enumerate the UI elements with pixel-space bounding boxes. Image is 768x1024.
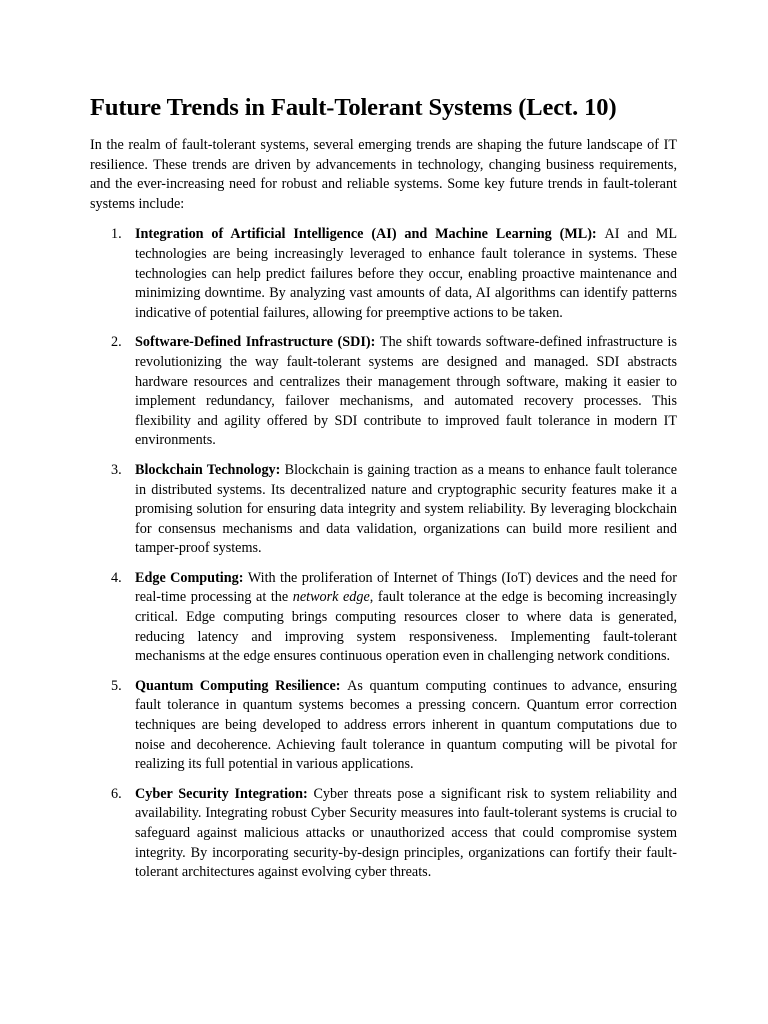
list-number: 5. [111,677,122,694]
list-number: 1. [111,226,122,243]
item-text: AI and ML technologies are being increasingly leveraged to enhance fault tolerance in systems. These technologies can help predict failures before they occur, enabling proactive maintenance and minimizing downtime. By analyzing vast amounts of data, AI algorithms can identify patterns indicative of potential failures, allowing for preemptive actions to be taken. [135,226,677,321]
intro-paragraph: In the realm of fault-tolerant systems, several emerging trends are shaping the future landscape of IT resilience. These trends are driven by advancements in technology, changing business requirements, and the ever-increasing need for robust and reliable systems. Some key future trends in fault-tolerant systems include: [90,137,677,212]
item-heading: Cyber Security Integration: [135,785,314,802]
list-number: 2. [111,334,122,351]
list-item-edge-computing [90,569,677,667]
list-item-blockchain [90,461,677,559]
trends-list [90,225,677,882]
item-emphasis: network edge [292,589,370,606]
list-item-sdi [90,333,677,451]
list-item-quantum [90,677,677,775]
item-heading: Quantum Computing Resilience: [135,677,348,694]
item-text: Blockchain is gaining traction as a means to enhance fault tolerance in distributed systems. Its decentralized nature and cryptographic security features make it a promising solution for ensuring data integrity and system reliability. By leveraging blockchain for consensus mechanisms and data validation, organizations can build more resilient and tamper-proof systems. [135,461,678,557]
list-number: 4. [111,569,122,586]
item-heading: Blockchain Technology: [135,461,285,478]
item-text: The shift towards software-defined infrastructure is revolutionizing the way fault-tolerant systems are designed and managed. SDI abstracts hardware resources and centralizes their management through software, making it easier to implement redundancy, failover mechanisms, and automated recovery processes. This flexibility and agility offered by SDI contribute to improved fault tolerance in modern IT environments. [135,334,677,449]
document-body [90,92,677,893]
list-number: 3. [111,461,122,478]
item-heading: Software-Defined Infrastructure (SDI): [135,334,380,351]
item-text: Cyber threats pose a significant risk to system reliability and availability. Integrating robust Cyber Security measures into fault-tolerant systems is crucial to safeguard against malicious attacks or unauthorized access that could compromise system integrity. By incorporating security-by-design principles, organizations can fortify their fault-tolerant architectures against evolving cyber threats. [135,785,677,881]
list-item-ai-ml [90,225,677,323]
item-heading: Integration of Artificial Intelligence (AI) and Machine Learning (ML): [135,226,605,243]
page-title: Future Trends in Fault-Tolerant Systems (Lect. 10) [90,94,617,121]
item-text: As quantum computing continues to advance, ensuring fault tolerance in quantum systems becomes a pressing concern. Quantum error correction techniques are being developed to address errors inherent in quantum computations due to noise and decoherence. Achieving fault tolerance in quantum computing will be pivotal for realizing its full potential in various applications. [135,677,678,773]
list-number: 6. [111,785,122,802]
item-text-before: With the proliferation of Internet of Things (IoT) devices and the need for real-time processing at the [135,569,677,606]
item-heading: Edge Computing: [135,569,248,586]
item-text-after: , fault tolerance at the edge is becoming increasingly critical. Edge computing brings computing resources closer to where data is generated, reducing latency and improving system responsiveness. Implementing fault-tolerant mechanisms at the edge ensures continuous operation even in challenging network conditions. [135,589,677,665]
list-item-cyber-security [90,785,677,883]
